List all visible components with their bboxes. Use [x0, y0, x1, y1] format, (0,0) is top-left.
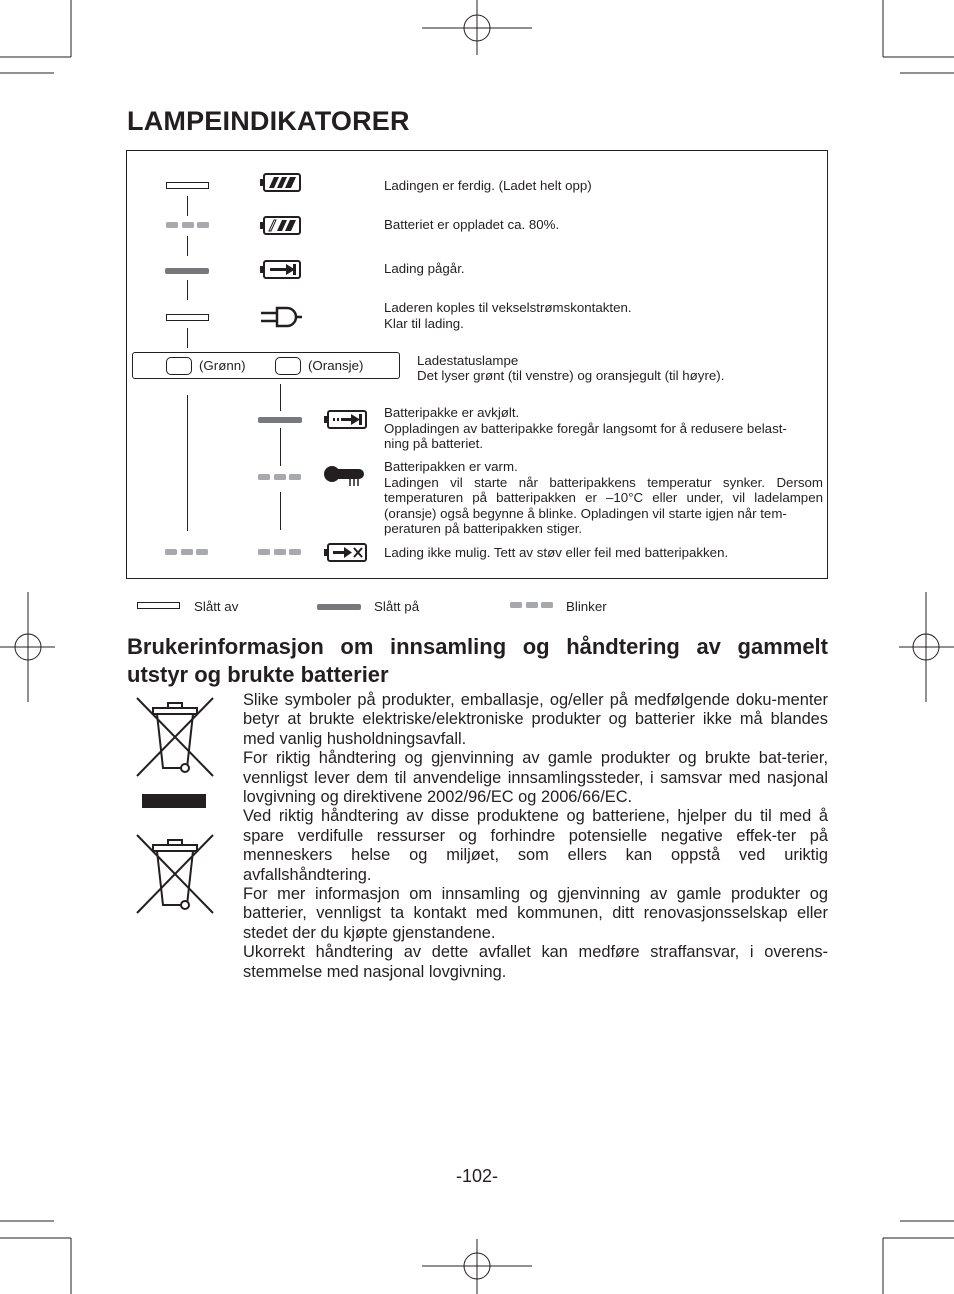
battery-full-icon [260, 172, 302, 194]
state-warm-text: Batteripakken er varm. Ladingen vil starte når batteripakkens temperatur synker. Dersom temperaturen på batteripakken er –10°C eller under, vil ladelampen (oransje) også begynne å blinke. Opladingen vil starte igjen når tem- peraturen på batteripakken stiger. [384, 459, 823, 536]
key-off-label: Slått av [194, 599, 239, 614]
lamp-legend-title: Ladestatuslampe [417, 353, 519, 368]
connector-line [187, 196, 188, 216]
orange-connector-line [280, 384, 281, 411]
black-bar [142, 794, 206, 808]
orange-lamp-label: (Oransje) [308, 358, 364, 373]
indicator-text: Laderen koples til vekselstrømskontakten. Klar til lading. [384, 300, 632, 331]
state-cooled-text: Batteripakke er avkjølt. Oppladingen av batteripakke foregår langsomt for å redusere belast- ning på batteriet. [384, 405, 787, 451]
orange-led-blink [258, 549, 302, 555]
connector-line [187, 328, 188, 348]
key-on-label: Slått på [374, 599, 420, 614]
page-number: -102- [455, 1166, 499, 1186]
thermometer-icon [323, 464, 369, 490]
key-off-symbol [137, 602, 180, 609]
indicator-text: Batteriet er oppladet ca. 80%. [384, 217, 560, 232]
orange-led-on [258, 417, 302, 423]
led-off-indicator [166, 182, 209, 189]
paragraph: Slike symboler på produkter, emballasje, og/eller på medfølgende doku-menter betyr at brukte elektriske/elektroniske produkter og batterier ikke må blandes med vanlig husholdningsavfall. [243, 691, 828, 748]
green-led-blink [165, 549, 209, 555]
key-blink-label: Blinker [566, 599, 607, 614]
battery-80-icon [260, 215, 302, 237]
battery-charging-icon [260, 259, 302, 281]
green-lamp-label: (Grønn) [199, 358, 246, 373]
paragraph: For mer informasjon om innsamling og gjenvinning av gamle produkter og batterier, vennligst ta kontakt med kommunen, ditt renovasjonsselskap eller stedet der du kjøpte gjenstandene. [243, 885, 828, 942]
state-error-text: Lading ikke mulig. Tett av støv eller feil med batteripakken. [384, 545, 729, 560]
section-title: Brukerinformasjon om innsamling og håndtering av gammelt utstyr og brukte batterier [127, 634, 828, 687]
led-off-indicator [166, 314, 209, 321]
plug-icon [259, 305, 303, 329]
orange-connector-line [280, 428, 281, 466]
paragraph: Ukorrekt håndtering av dette avfallet kan medføre straffansvar, i overens-stemmelse med nasjonal lovgivning. [243, 943, 828, 981]
led-blink-indicator [166, 222, 210, 228]
lamp-legend-desc: Det lyser grønt (til venstre) og oransjegult (til høyre). [417, 368, 725, 383]
paragraph: For riktig håndtering og gjenvinning av gamle produkter og brukte bat-terier, vennligst lever dem til anvendelige innsamlingssteder, i samsvar med nasjonal lovgivning og direktivene 2002/96/EC og 2006/66/EC. [243, 749, 828, 807]
battery-cooled-icon [324, 409, 368, 431]
green-lamp [166, 357, 192, 375]
page-title: LAMPEINDIKATORER [127, 106, 410, 136]
led-on-indicator [165, 268, 209, 274]
key-blink-symbol [510, 602, 554, 608]
crossed-bin-icon [135, 696, 215, 780]
crossed-bin-icon [135, 833, 215, 917]
disposal-info [243, 691, 828, 982]
key-on-symbol [317, 604, 361, 610]
battery-error-icon [324, 542, 368, 564]
paragraph: Ved riktig håndtering av disse produktene og batteriene, hjelper du til med å spare verdifulle ressurser og forhindre potensielle negative effek-ter på menneskers helse og miljøet, som ellers kan oppstå ved uriktig avfallshåndtering. [243, 807, 828, 884]
indicator-text: Ladingen er ferdig. (Ladet helt opp) [384, 178, 592, 193]
connector-line [187, 236, 188, 256]
orange-led-blink [258, 474, 302, 480]
connector-line [187, 280, 188, 300]
indicator-text: Lading pågår. [384, 261, 465, 276]
orange-connector-line [280, 492, 281, 530]
green-connector-line [187, 395, 188, 531]
orange-lamp [275, 357, 301, 375]
